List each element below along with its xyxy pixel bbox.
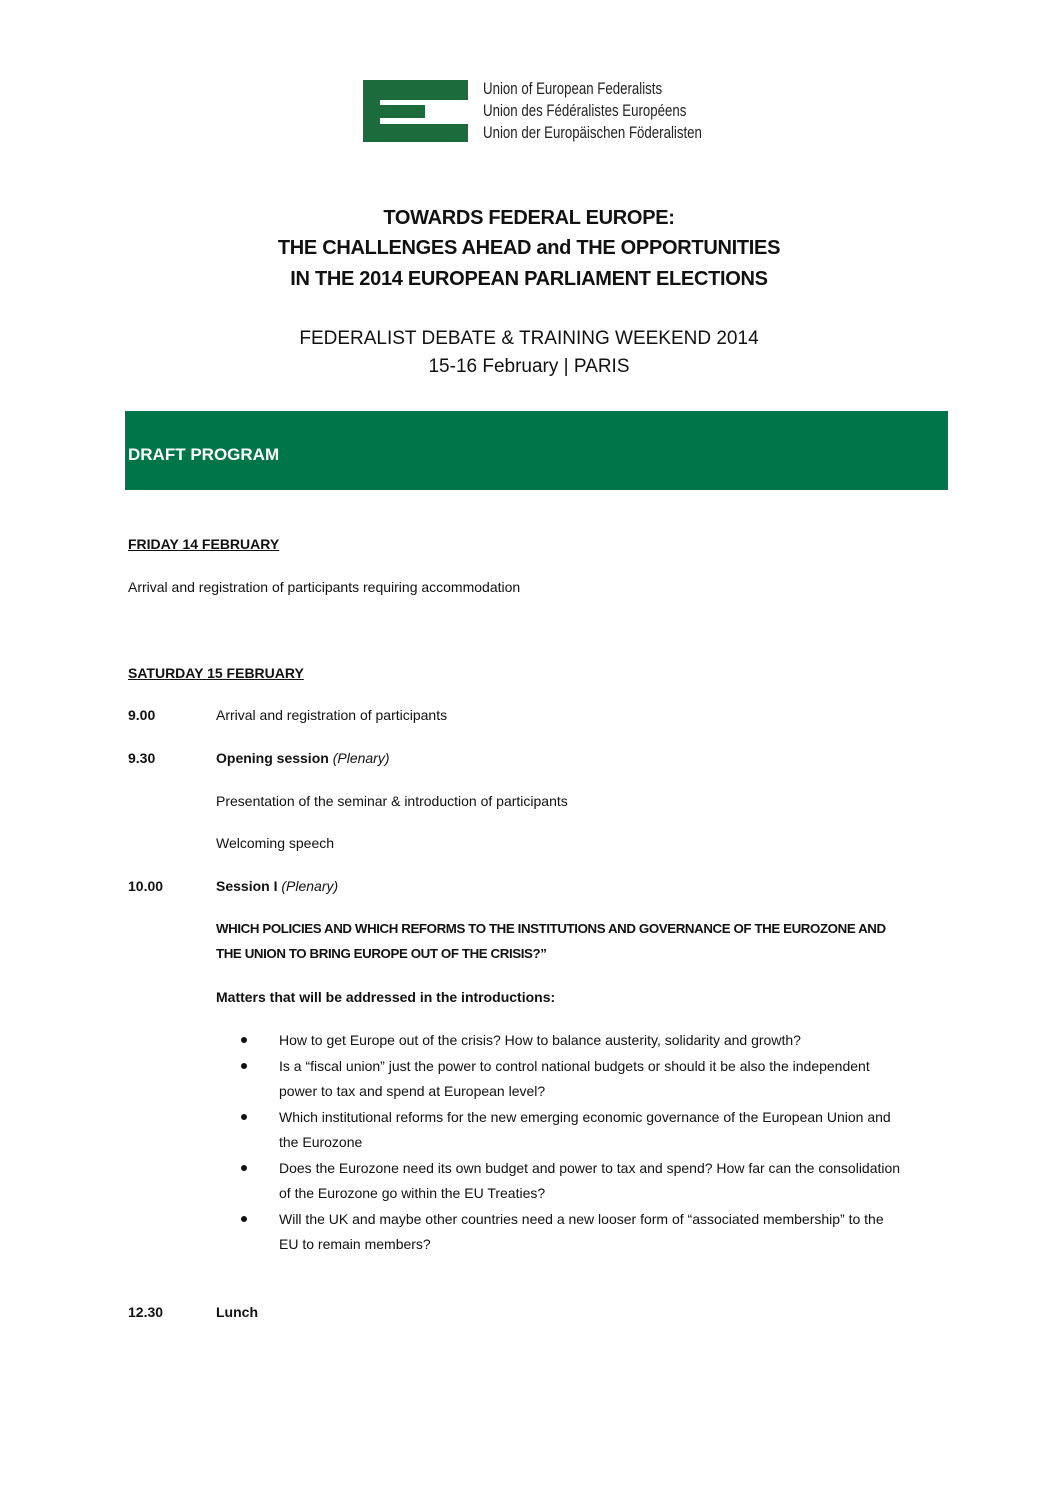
session1-matters: Matters that will be addressed in the introductions: [216,989,556,1005]
bullet-icon [241,1063,247,1069]
bullet-icon [241,1216,247,1222]
item-registration: Arrival and registration of participants [216,707,448,723]
draft-program-banner [125,411,948,490]
time-900: 9.00 [128,707,156,723]
bullet-icon [241,1037,247,1043]
friday-heading: FRIDAY 14 FEBRUARY [128,536,280,552]
item-lunch: Lunch [216,1304,258,1320]
item-session1 [216,878,338,894]
bullet-3-line-2: the Eurozone [279,1134,363,1150]
bullet-2-line-2: power to tax and spend at European level? [279,1083,546,1099]
session1-title: Session I [216,878,278,894]
subtitle-date: 15-16 February | PARIS [428,356,630,377]
banner-label: DRAFT PROGRAM [128,445,280,464]
opening-note: (Plenary) [332,750,390,766]
title-line-2: THE CHALLENGES AHEAD and THE OPPORTUNITIES [277,237,781,259]
time-1000: 10.00 [128,878,164,894]
bullet-1-line-1: How to get Europe out of the crisis? How to balance austerity, solidarity and growth? [279,1032,801,1048]
time-930: 9.30 [128,750,156,766]
bullet-4-line-2: of the Eurozone go within the EU Treaties? [279,1185,546,1201]
bullet-5-line-2: EU to remain members? [279,1236,431,1252]
time-1230: 12.30 [128,1304,164,1320]
session1-note: (Plenary) [281,878,339,894]
bullet-4-line-1: Does the Eurozone need its own budget and power to tax and spend? How far can the consolidation [279,1160,901,1176]
session1-question-1: WHICH POLICIES AND WHICH REFORMS TO THE INSTITUTIONS AND GOVERNANCE OF THE EUROZONE AND [216,921,886,936]
friday-text: Arrival and registration of participants requiring accommodation [128,579,521,595]
opening-sub-1: Presentation of the seminar & introduction of participants [216,793,568,809]
uef-logo-mark [363,80,468,142]
session1-question-2: THE UNION TO BRING EUROPE OUT OF THE CRISIS?” [216,946,547,961]
logo-line-de: Union der Europäischen Föderalisten [483,123,702,142]
bullet-5-line-1: Will the UK and maybe other countries need a new looser form of “associated membership” to the [279,1211,884,1227]
logo-line-fr: Union des Fédéralistes Européens [483,101,687,120]
title-line-1: TOWARDS FEDERAL EUROPE: [383,207,675,229]
bullet-3-line-1: Which institutional reforms for the new emerging economic governance of the European Union and [279,1109,891,1125]
item-opening [216,750,390,766]
saturday-heading: SATURDAY 15 FEBRUARY [128,665,304,681]
bullet-2-line-1: Is a “fiscal union” just the power to control national budgets or should it be also the independent [279,1058,870,1074]
bullet-icon [241,1165,247,1171]
bullet-icon [241,1114,247,1120]
opening-sub-2: Welcoming speech [216,835,335,851]
title-line-3: IN THE 2014 EUROPEAN PARLIAMENT ELECTIONS [290,268,768,290]
subtitle-event: FEDERALIST DEBATE & TRAINING WEEKEND 2014 [299,328,759,349]
opening-title: Opening session [216,750,329,766]
logo-line-en: Union of European Federalists [483,79,663,98]
